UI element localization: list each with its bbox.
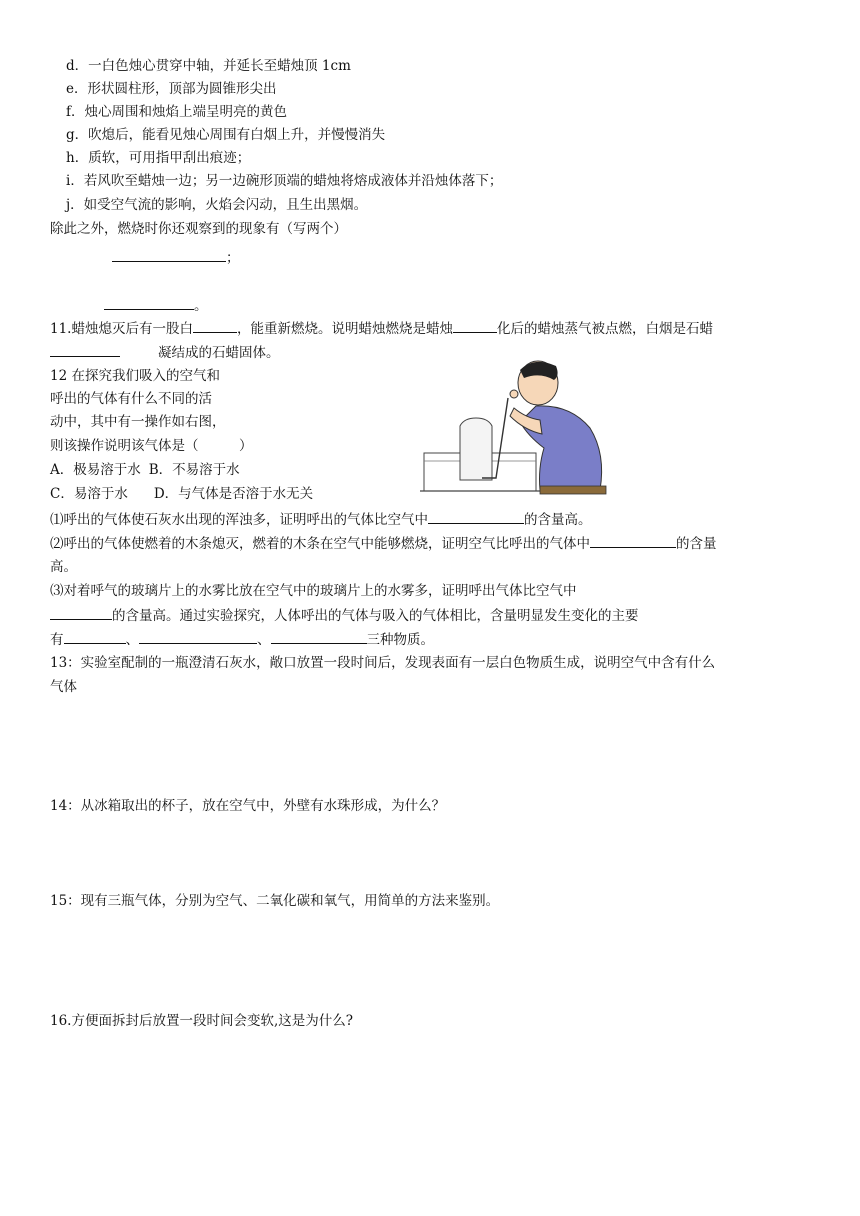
candle-item-d: d．一白色烛心贯穿中轴，并延长至蜡烛顶 1cm xyxy=(66,58,351,74)
candle-answer-blank-1[interactable]: ； xyxy=(112,248,240,267)
question-16: 16.方便面拆封后放置一段时间会变软,这是为什么? xyxy=(50,1013,353,1029)
question-11: 11.蜡烛熄灭后有一股白 ，能重新燃烧。说明蜡烛燃烧是蜡烛 化后的蜡烛蒸气被点燃，白烟是石蜡 xyxy=(50,321,713,337)
fill-blank[interactable] xyxy=(139,630,257,644)
question-12-options-cd xyxy=(50,485,313,503)
question-12-line-4: 则该操作说明该气体是（ ） xyxy=(50,438,253,454)
question-14: 14：从冰箱取出的杯子，放在空气中，外壁有水珠形成，为什么？ xyxy=(50,798,446,814)
fill-blank[interactable] xyxy=(50,343,120,357)
candle-item-j: j．如受空气流的影响，火焰会闪动，且生出黑烟。 xyxy=(66,197,368,213)
question-12-part-3-cont: 的含量高。通过实验探究，人体呼出的气体与吸入的气体相比，含量明显发生变化的主要 xyxy=(50,606,639,625)
fill-blank[interactable] xyxy=(590,534,676,548)
candle-item-h: h．质软，可用指甲刮出痕迹； xyxy=(66,150,251,166)
candle-answer-blank-2[interactable]: 。 xyxy=(104,296,208,315)
fill-blank[interactable] xyxy=(428,510,524,524)
question-12-part-1: ⑴呼出的气体使石灰水出现的浑浊多，证明呼出的气体比空气中 的含量高。 xyxy=(50,512,592,528)
fill-blank[interactable] xyxy=(453,319,497,333)
option-a[interactable]: A．极易溶于水 xyxy=(50,462,141,478)
question-12-part-2: ⑵呼出的气体使燃着的木条熄灭，燃着的木条在空气中能够燃烧，证明空气比呼出的气体中 的含量 xyxy=(50,536,717,552)
question-12-part-3-end: 有 、 、 三种物质。 xyxy=(50,632,434,648)
inverted-bottle xyxy=(460,418,492,480)
question-12-part-2-cont: 高。 xyxy=(50,559,77,575)
candle-item-e: e．形状圆柱形，顶部为圆锥形尖出 xyxy=(66,81,277,97)
person-pants xyxy=(540,486,606,494)
question-12-line-3: 动中，其中有一操作如右图， xyxy=(50,414,226,430)
fill-blank[interactable] xyxy=(112,248,226,262)
option-b[interactable]: B．不易溶于水 xyxy=(148,462,240,478)
fill-blank[interactable] xyxy=(193,319,237,333)
question-15: 15：现有三瓶气体，分别为空气、二氧化碳和氧气，用简单的方法来鉴别。 xyxy=(50,893,500,909)
candle-item-i: i．若风吹至蜡烛一边；另一边碗形顶端的蜡烛将熔成液体并沿烛体落下； xyxy=(66,173,503,189)
candle-item-g: g．吹熄后，能看见烛心周围有白烟上升，并慢慢消失 xyxy=(66,127,386,143)
fill-blank[interactable] xyxy=(271,630,367,644)
question-12-line-2: 呼出的气体有什么不同的活 xyxy=(50,391,212,407)
question-12-part-3: ⑶对着呼气的玻璃片上的水雾比放在空气中的玻璃片上的水雾多，证明呼出气体比空气中 xyxy=(50,583,577,599)
question-12-options-ab xyxy=(50,461,240,479)
fill-blank[interactable] xyxy=(64,630,126,644)
fill-blank[interactable] xyxy=(104,296,194,310)
option-c[interactable]: C．易溶于水 xyxy=(50,486,128,502)
option-d[interactable]: D．与气体是否溶于水无关 xyxy=(153,486,314,502)
candle-extra-prompt: 除此之外，燃烧时你还观察到的现象有（写两个） xyxy=(50,221,347,237)
question-12-line-1: 12 在探究我们吸入的空气和 xyxy=(50,368,220,384)
candle-item-f: f．烛心周围和烛焰上端呈明亮的黄色 xyxy=(66,104,287,120)
question-13-line-2: 气体 xyxy=(50,679,77,695)
question-13-line-1: 13：实验室配制的一瓶澄清石灰水，敞口放置一段时间后，发现表面有一层白色物质生成，说明空气中含有什么 xyxy=(50,655,716,671)
person-mouth xyxy=(510,390,518,398)
fill-blank[interactable] xyxy=(50,606,112,620)
question-11-cont: 凝结成的石蜡固体。 xyxy=(50,343,280,362)
breathing-experiment-illustration xyxy=(420,358,620,508)
